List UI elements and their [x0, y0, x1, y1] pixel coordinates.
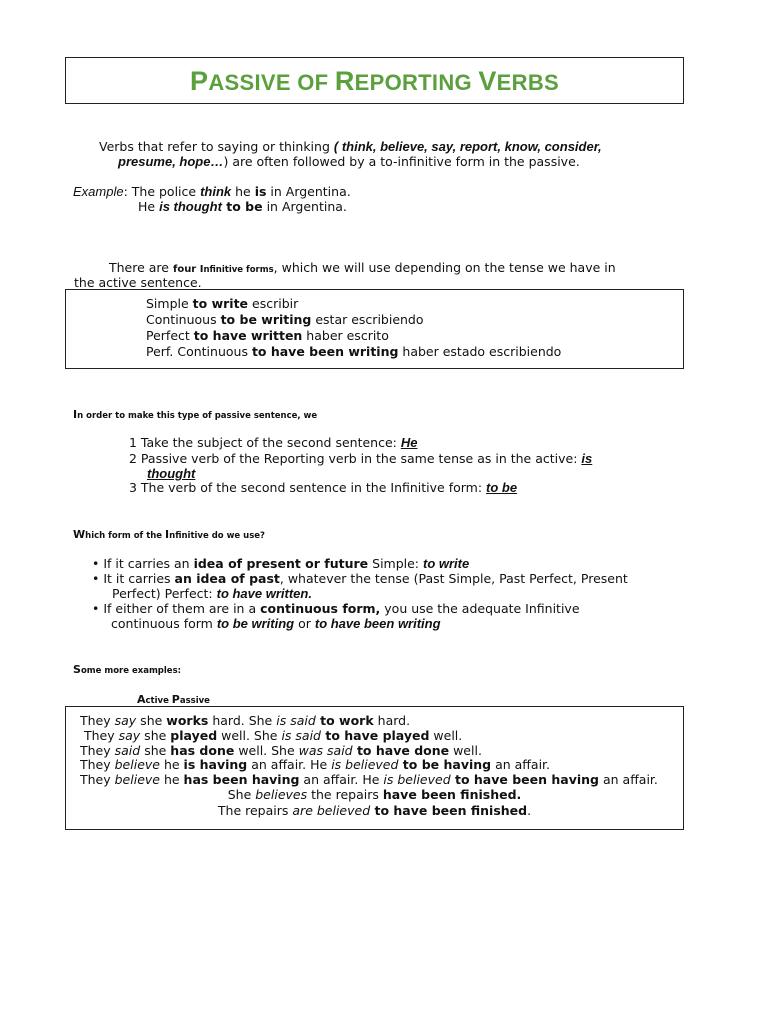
step-2-continued: thought [147, 466, 196, 481]
active-passive-label: Active Passive [137, 693, 210, 706]
more-examples-heading: Some more examples: [73, 663, 182, 676]
example-line-1: Example: The police think he is in Argentina. [73, 184, 351, 199]
bullet-dot: • [92, 601, 104, 616]
form-simple: Simple to write escribir [146, 296, 299, 311]
examples-box [65, 706, 684, 830]
title-box [65, 57, 684, 104]
form-perfect-continuous: Perf. Continuous to have been writing haber estado escribiendo [146, 344, 562, 359]
bullet-continuous: • If either of them are in a continuous form, you use the adequate Infinitive [92, 601, 580, 616]
infinitives-intro-line-2: the active sentence. [74, 275, 202, 290]
example-sentence-5: They believe he has been having an affair. He is believed to have been having an affair. [80, 772, 658, 787]
page-title: PASSIVE OF REPORTING VERBS [190, 66, 559, 96]
bullet-continuous-continued: continuous form to be writing or to have been writing [111, 616, 441, 631]
form-perfect: Perfect to have written haber escrito [146, 328, 389, 343]
step-3: 3 The verb of the second sentence in the Infinitive form: to be [129, 480, 518, 495]
bullet-present-future: • If it carries an idea of present or future Simple: to write [92, 556, 470, 571]
example-sentence-1: They say she works hard. She is said to work hard. [80, 713, 411, 728]
example-sentence-7: The repairs are believed to have been finished. [217, 803, 532, 818]
bullet-past: • It it carries an idea of past, whatever the tense (Past Simple, Past Perfect, Present [92, 571, 628, 586]
example-sentence-6: She believes the repairs have been finished. [227, 787, 522, 802]
example-sentence-2: They say she played well. She is said to have played well. [84, 728, 463, 743]
bullet-dot: • [92, 556, 104, 571]
form-continuous: Continuous to be writing estar escribiendo [146, 312, 424, 327]
bullet-past-continued: Perfect) Perfect: to have written. [112, 586, 312, 601]
intro-line-2: presume, hope…) are often followed by a to-infinitive form in the passive. [118, 154, 580, 169]
example-line-2: He is thought to be in Argentina. [138, 199, 347, 214]
example-sentence-3: They said she has done well. She was said to have done well. [80, 743, 482, 758]
step-2: 2 Passive verb of the Reporting verb in the same tense as in the active: is [129, 451, 593, 466]
example-sentence-4: They believe he is having an affair. He is believed to be having an affair. [80, 757, 551, 772]
infinitives-intro-line-1: There are four Infinitive forms, which we will use depending on the tense we have in [109, 260, 616, 275]
bullet-dot: • [92, 571, 104, 586]
intro-line-1: Verbs that refer to saying or thinking ( think, believe, say, report, know, consider, [99, 139, 602, 154]
infinitive-forms-box [65, 289, 684, 369]
which-heading: Which form of the Infinitive do we use? [73, 528, 265, 541]
inorder-heading: In order to make this type of passive sentence, we [73, 408, 318, 421]
step-1: 1 Take the subject of the second sentence: He [129, 435, 418, 450]
